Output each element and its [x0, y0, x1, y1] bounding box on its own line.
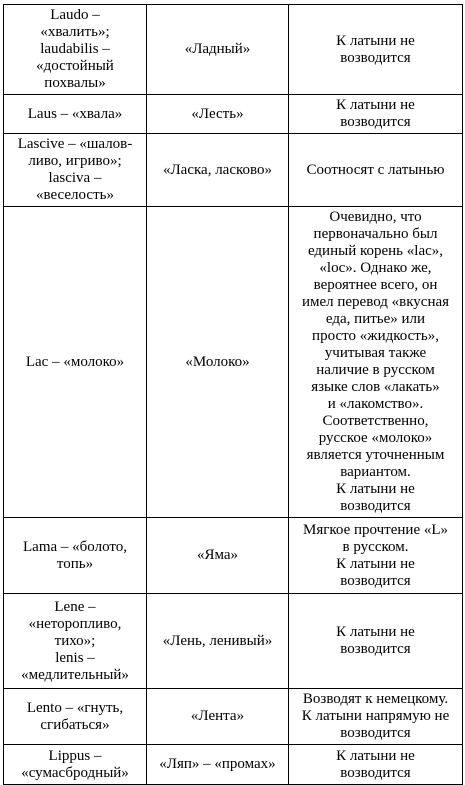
- etymology-note-cell: К латыни не возводится: [289, 95, 463, 134]
- latin-word-cell: Lac – «молоко»: [4, 207, 147, 518]
- etymology-note-cell: Очевидно, что первоначально был единый корень «lac», «loc». Однако же, вероятнее всего, он имел перевод «вкусная еда, питье» или просто «жидкость», учитывая также наличие в русском языке слов «лакать» и «лакомство». Соответственно, русское «молоко» является уточненным вариантом. К латыни не возводится: [289, 207, 463, 518]
- russian-word-cell: «Ласка, ласково»: [147, 134, 289, 207]
- russian-word-cell: «Лесть»: [147, 95, 289, 134]
- russian-word-cell: «Молоко»: [147, 207, 289, 518]
- table-row: [4, 5, 463, 95]
- etymology-note-cell: К латыни не возводится: [289, 745, 463, 785]
- table-row: [4, 134, 463, 207]
- table-row: [4, 518, 463, 594]
- russian-word-cell: «Лень, ленивый»: [147, 594, 289, 689]
- etymology-table: [3, 4, 463, 785]
- latin-word-cell: Lento – «гнуть, сгибаться»: [4, 689, 147, 745]
- russian-word-cell: «Ладный»: [147, 5, 289, 95]
- document-page: [3, 4, 462, 785]
- etymology-note-cell: Мягкое прочтение «L» в русском. К латыни не возводится: [289, 518, 463, 594]
- latin-word-cell: Lascive – «шалов- ливо, игриво»; lasciva – «веселость»: [4, 134, 147, 207]
- latin-word-cell: Lama – «болото, топь»: [4, 518, 147, 594]
- latin-word-cell: Laus – «хвала»: [4, 95, 147, 134]
- latin-word-cell: Lene – «неторопливо, тихо»; lenis – «медлительный»: [4, 594, 147, 689]
- table-row: [4, 594, 463, 689]
- latin-word-cell: Lippus – «сумасбродный»: [4, 745, 147, 785]
- etymology-note-cell: Соотносят с латынью: [289, 134, 463, 207]
- russian-word-cell: «Ляп» – «промах»: [147, 745, 289, 785]
- etymology-note-cell: К латыни не возводится: [289, 594, 463, 689]
- table-row: [4, 745, 463, 785]
- latin-word-cell: Laudo – «хвалить»; laudabilis – «достойный похвалы»: [4, 5, 147, 95]
- etymology-note-cell: Возводят к немецкому. К латыни напрямую не возводится: [289, 689, 463, 745]
- russian-word-cell: «Лента»: [147, 689, 289, 745]
- table-row: [4, 95, 463, 134]
- etymology-note-cell: К латыни не возводится: [289, 5, 463, 95]
- table-row: [4, 207, 463, 518]
- table-row: [4, 689, 463, 745]
- russian-word-cell: «Яма»: [147, 518, 289, 594]
